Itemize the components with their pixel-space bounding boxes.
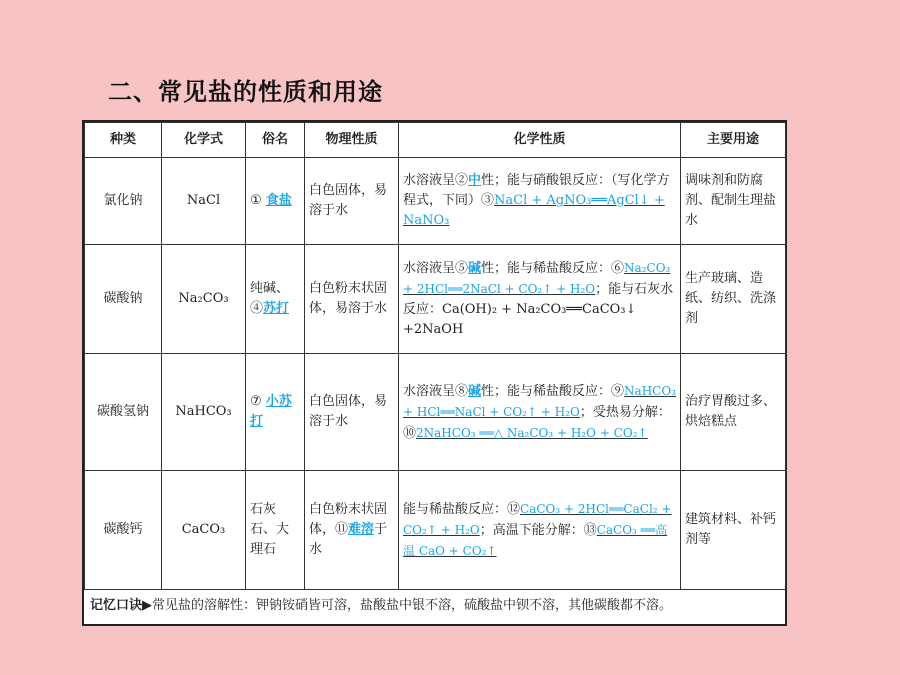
cell-use: 治疗胃酸过多、烘焙糕点 bbox=[681, 354, 786, 471]
cell-formula: NaHCO₃ bbox=[162, 354, 246, 471]
cell-chemical bbox=[399, 158, 681, 245]
answer-blank: 碱 bbox=[468, 261, 482, 276]
memory-tip-text: 常见盐的溶解性：钾钠铵硝皆可溶，盐酸盐中银不溶，硫酸盐中钡不溶，其他碳酸都不溶。 bbox=[152, 598, 673, 613]
cell-use: 调味剂和防腐剂、配制生理盐水 bbox=[681, 158, 786, 245]
cell-kind: 碳酸钠 bbox=[85, 245, 162, 354]
cell-common-name bbox=[246, 354, 305, 471]
cell-common-name: 石灰石、大理石 bbox=[246, 471, 305, 590]
answer-blank: 苏打 bbox=[263, 301, 290, 316]
header-common-name: 俗名 bbox=[246, 123, 305, 158]
chem-text: ；高温下能分解：⑬ bbox=[479, 522, 597, 538]
table-row bbox=[85, 354, 786, 471]
chem-text: 能与稀盐酸反应：⑫ bbox=[403, 501, 521, 517]
chem-text: 水溶液呈② bbox=[403, 173, 469, 188]
chem-text: 性；能与稀盐酸反应：⑨ bbox=[481, 383, 625, 399]
salt-properties-table bbox=[84, 122, 786, 590]
chem-text: 水溶液呈⑤ bbox=[403, 261, 469, 276]
chem-text: 性；能与硝酸银反应：（写化学方程式，下同）③ bbox=[403, 173, 670, 208]
cell-chemical bbox=[399, 245, 681, 354]
memory-tip-label: 记忆口诀 bbox=[90, 598, 143, 613]
cell-common-name bbox=[246, 245, 305, 354]
answer-blank: 食盐 bbox=[265, 193, 292, 208]
table-row bbox=[85, 471, 786, 590]
answer-blank: CaCO₃ ══高温 CaO + CO₂↑ bbox=[403, 522, 668, 558]
chem-text: 性；能与稀盐酸反应：⑥ bbox=[481, 261, 625, 276]
header-use: 主要用途 bbox=[681, 123, 786, 158]
answer-blank: NaHCO₃ + HCl══NaCl + CO₂↑ + H₂O bbox=[403, 383, 676, 419]
table-row bbox=[85, 158, 786, 245]
cell-formula: CaCO₃ bbox=[162, 471, 246, 590]
cell-chemical bbox=[399, 471, 681, 590]
cell-kind: 碳酸氢钠 bbox=[85, 354, 162, 471]
cell-kind: 碳酸钙 bbox=[85, 471, 162, 590]
cell-physical: 白色固体，易溶于水 bbox=[305, 354, 399, 471]
header-chemical: 化学性质 bbox=[399, 123, 681, 158]
chem-text: ；受热易分解：⑩ bbox=[403, 404, 671, 441]
physical-text: 于水 bbox=[309, 522, 388, 557]
cell-chemical bbox=[399, 354, 681, 471]
cell-physical: 白色粉末状固体，易溶于水 bbox=[305, 245, 399, 354]
salt-properties-table-card bbox=[82, 120, 787, 626]
answer-blank: 中 bbox=[468, 173, 482, 188]
cell-physical bbox=[305, 471, 399, 590]
answer-blank: 小苏打 bbox=[250, 394, 292, 429]
header-physical: 物理性质 bbox=[305, 123, 399, 158]
header-kind: 种类 bbox=[85, 123, 162, 158]
blank-number: ① bbox=[250, 193, 262, 208]
cell-formula: Na₂CO₃ bbox=[162, 245, 246, 354]
common-name-text: 纯碱、④ bbox=[250, 281, 290, 316]
header-formula: 化学式 bbox=[162, 123, 246, 158]
cell-kind: 氯化钠 bbox=[85, 158, 162, 245]
cell-use: 生产玻璃、造纸、纺织、洗涤剂 bbox=[681, 245, 786, 354]
chem-text: 水溶液呈⑧ bbox=[403, 383, 469, 399]
answer-blank: 难溶 bbox=[348, 522, 375, 537]
cell-physical: 白色固体，易溶于水 bbox=[305, 158, 399, 245]
header-row bbox=[85, 123, 786, 158]
table-row bbox=[85, 245, 786, 354]
answer-blank: CaCO₃ + 2HCl══CaCl₂ + CO₂↑ + H₂O bbox=[403, 501, 672, 537]
cell-formula: NaCl bbox=[162, 158, 246, 245]
arrow-icon: ▶ bbox=[142, 598, 153, 613]
blank-number: ⑦ bbox=[250, 394, 262, 409]
cell-common-name bbox=[246, 158, 305, 245]
memory-tip bbox=[84, 588, 785, 624]
chem-text: ；能与石灰水反应：Ca(OH)₂ + Na₂CO₃══CaCO₃↓ +2NaOH bbox=[403, 282, 674, 337]
answer-blank: NaCl + AgNO₃══AgCl↓ + NaNO₃ bbox=[403, 193, 665, 228]
page-title: 二、常见盐的性质和用途 bbox=[108, 78, 383, 106]
physical-text: 白色粉末状固体，⑪ bbox=[309, 502, 388, 537]
answer-blank: Na₂CO₃ + 2HCl══2NaCl + CO₂↑ + H₂O bbox=[403, 261, 671, 296]
answer-blank: 2NaHCO₃ ══△ Na₂CO₃ + H₂O + CO₂↑ bbox=[416, 425, 648, 440]
answer-blank: 碱 bbox=[468, 383, 482, 399]
cell-use: 建筑材料、补钙剂等 bbox=[681, 471, 786, 590]
